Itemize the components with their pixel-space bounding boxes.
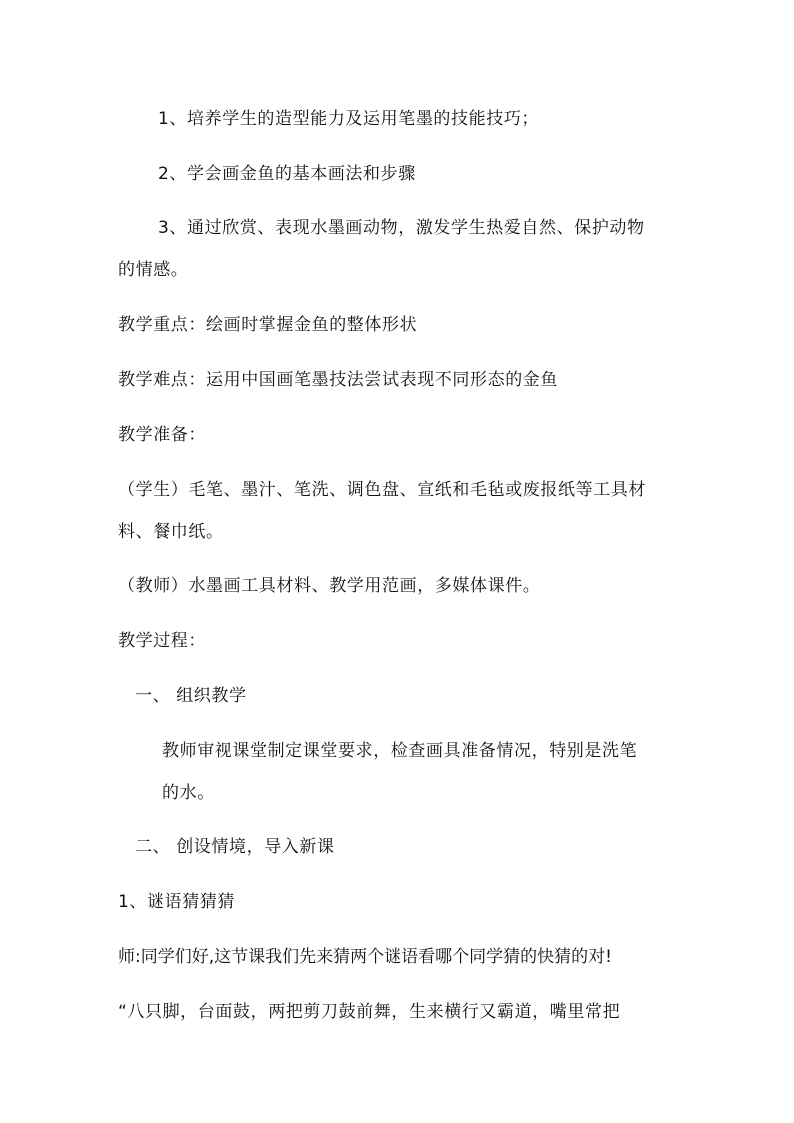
- objective-1: 1、培养学生的造型能力及运用笔墨的技能技巧；: [158, 109, 540, 129]
- section-one-title: 一、 组织教学: [135, 686, 247, 706]
- teacher-speech: 师:同学们好,这节课我们先来猜两个谜语看哪个同学猜的快猜的对!: [118, 947, 612, 967]
- key-point: 教学重点：绘画时掌握金鱼的整体形状: [118, 315, 418, 335]
- objective-3-continuation: 的情感。: [118, 260, 189, 280]
- objective-3: 3、通过欣赏、表现水墨画动物，激发学生热爱自然、保护动物: [158, 218, 645, 238]
- objective-2: 2、学会画金鱼的基本画法和步骤: [158, 164, 416, 184]
- riddle-text: “八只脚，台面鼓，两把剪刀鼓前舞，生来横行又霸道，嘴里常把: [118, 1002, 621, 1022]
- section-two-title: 二、 创设情境，导入新课: [135, 837, 335, 857]
- student-prep-line-2: 料、餐巾纸。: [118, 522, 224, 542]
- preparation-title: 教学准备：: [118, 425, 206, 445]
- section-one-body-line-1: 教师审视课堂制定课堂要求，检查画具准备情况，特别是洗笔: [162, 741, 638, 761]
- section-one-body-line-2: 的水。: [162, 783, 215, 803]
- riddle-title: 1、谜语猜猜猜: [118, 892, 236, 912]
- difficulty: 教学难点：运用中国画笔墨技法尝试表现不同形态的金鱼: [118, 370, 558, 390]
- teacher-prep: （教师）水墨画工具材料、教学用范画，多媒体课件。: [118, 576, 541, 596]
- process-title: 教学过程：: [118, 631, 206, 651]
- student-prep-line-1: （学生）毛笔、墨汁、笔洗、调色盘、宣纸和毛毡或废报纸等工具材: [118, 480, 646, 500]
